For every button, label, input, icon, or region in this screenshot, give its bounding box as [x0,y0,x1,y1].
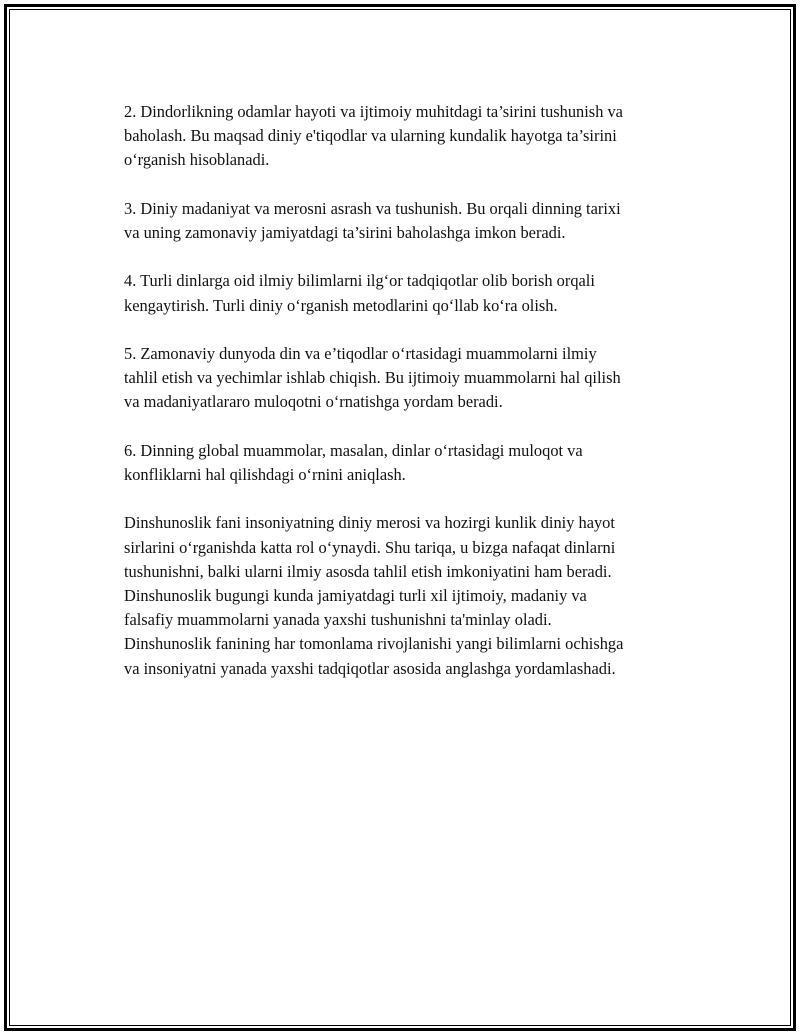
text-line: 4. Turli dinlarga oid ilmiy bilimlarni ilg‘or tadqiqotlar olib borish orqali [124,271,595,291]
paragraph-item-5 [124,342,694,415]
text-line: tahlil etish va yechimlar ishlab chiqish. Bu ijtimoiy muammolarni hal qilish [124,368,621,388]
text-line: tushunishni, balki ularni ilmiy asosda tahlil etish imkoniyatini ham beradi. [124,561,612,581]
text-line: 6. Dinning global muammolar, masalan, dinlar o‘rtasidagi muloqot va [124,440,583,460]
text-line: kengaytirish. Turli diniy o‘rganish metodlarini qo‘llab ko‘ra olish. [124,295,558,315]
text-line: sirlarini o‘rganishda katta rol o‘ynaydi. Shu tariqa, u bizga nafaqat dinlarni [124,537,616,557]
text-line: konfliklarni hal qilishdagi o‘rnini aniqlash. [124,464,406,484]
text-line: 3. Diniy madaniyat va merosni asrash va tushunish. Bu orqali dinning tarixi [124,198,621,218]
paragraph-item-4 [124,269,694,317]
text-line: va madaniyatlararo muloqotni o‘rnatishga yordam beradi. [124,392,503,412]
paragraph-item-2 [124,100,694,173]
text-line: o‘rganish hisoblanadi. [124,150,270,170]
document-body [124,100,694,705]
text-line: 5. Zamonaviy dunyoda din va e’tiqodlar o‘rtasidagi muammolarni ilmiy [124,343,597,363]
page-border [4,4,796,1031]
text-line: va uning zamonaviy jamiyatdagi ta’sirini baholashga imkon beradi. [124,223,566,242]
text-line: baholash. Bu maqsad diniy e'tiqodlar va ularning kundalik hayotga ta’sirini [124,126,617,146]
paragraph-item-6 [124,439,694,487]
text-line: Dinshunoslik fani insoniyatning diniy merosi va hozirgi kunlik diniy hayot [124,513,615,533]
text-line: Dinshunoslik fanining har tomonlama rivojlanishi yangi bilimlarni ochishga [124,634,624,654]
paragraph-item-3 [124,197,694,245]
paragraph-conclusion [124,511,694,680]
text-line: 2. Dindorlikning odamlar hayoti va ijtimoiy muhitdagi ta’sirini tushunish va [124,102,623,121]
text-line: va insoniyatni yanada yaxshi tadqiqotlar asosida anglashga yordamlashadi. [124,658,616,678]
text-line: falsafiy muammolarni yanada yaxshi tushunishni ta'minlay oladi. [124,610,552,630]
text-line: Dinshunoslik bugungi kunda jamiyatdagi turli xil ijtimoiy, madaniy va [124,585,587,605]
